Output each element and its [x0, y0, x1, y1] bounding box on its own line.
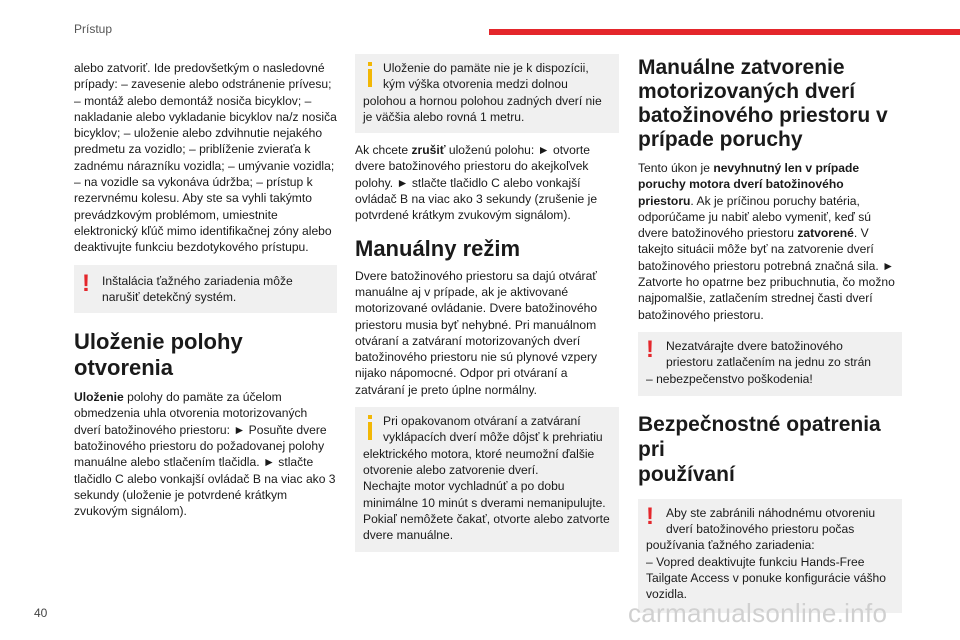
paragraph-manual-mode: Dvere batožinového priestoru sa dajú otvárať manuálne aj v prípade, ak je aktivované motorizované ovládanie. Dvere batožinového priestoru musia byť nehybné. Pri manuálnom otváraní a zatváraní motorizovaných dverí batožinového priestoru nie sú plynové vzpery nijako nápomocné. Odpor pri otváraní a zatváraní je preto úplne normálny. [355, 268, 598, 397]
warning-exclamation-icon: ! [82, 269, 90, 297]
heading-safety: Bezpečnostné opatrenia pri používaní [638, 412, 881, 486]
info-icon [365, 415, 375, 441]
header-accent-bar [489, 29, 960, 35]
column-1 [74, 58, 337, 520]
column-3 [638, 56, 902, 613]
paragraph-save-position: Uloženie polohy do pamäte za účelom obmedzenia uhla otvorenia motorizovaných dverí batožinového priestoru: ► Posuňte dvere batožinového priestoru do požadovanej polohy manuálne alebo stlačením tlačidla. ► stlačte tlačidlo C alebo vonkajší ovládač B na viac ako 3 sekundy (uloženie je potvrdené krátkym zvukovým signálom). [74, 390, 336, 519]
heading-save-position: Uloženie polohy otvorenia [74, 329, 243, 381]
warning-exclamation-icon: ! [646, 502, 654, 530]
info-note-overheating: Pri opakovanom otváraní a zatváraní vyklápacích dverí môže dôjsť k prehriatiu elektrického motora, ktoré neumožní ďalšie otvorenie alebo zatvorenie dverí. Nechajte motor vychladnúť a po dobu minimálne 10 minút s dverami nemanipulujte. Pokiaľ nemôžete čakať, otvorte alebo zatvorte dvere manuálne. [355, 407, 619, 552]
page-number: 40 [34, 606, 48, 620]
running-header: Prístup [74, 22, 113, 36]
paragraph-use-cases: alebo zatvoriť. Ide predovšetkým o nasledovné prípady: – zavesenie alebo odstránenie prívesu; – montáž alebo demontáž nosiča bicyklov; – nakladanie alebo vykladanie bicyklov na/z nosiča bicyklov; – uloženie alebo zdvihnutie nejakého predmetu za vozidlo; – priblíženie zvieraťa k zadnému nárazníku vozidla; – umývanie vozidla; – na vozidle sa vykonáva údržba; – prístup k rezervnému kolesu. Aby ste sa vyhli takýmto prevádzkovým problémom, umiestnite elektronický kľúč mimo identifikačnej zóny alebo deaktivujte funkciu bezdotykového prístupu. [74, 61, 337, 255]
warning-note-towbar-use: ! Aby ste zabránili náhodnému otvoreniu dverí batožinového priestoru počas používania ťažného zariadenia: – Vopred deaktivujte funkciu Hands-Free Tailgate Access v ponuke konfigurácie vášho vozidla. [638, 499, 902, 613]
watermark: carmanualsonline.info [628, 598, 888, 628]
warning-note-towbar: ! Inštalácia ťažného zariadenia môže narušiť detekčný systém. [74, 265, 337, 314]
info-icon [365, 62, 375, 88]
warning-exclamation-icon: ! [646, 335, 654, 363]
heading-manual-closing: Manuálne zatvorenie motorizovaných dverí batožinového priestoru v prípade poruchy [638, 56, 888, 151]
paragraph-malfunction: Tento úkon je nevyhnutný len v prípade poruchy motora dverí batožinového priestoru. Ak je príčinou poruchy batéria, odporúčame ju nabiť alebo vymeniť, keď sú dvere batožinového priestoru zatvorené. V takejto situácii môže byť na zatvorenie dverí batožinového priestoru potrebná značná sila. ► Zatvorte ho opatrne bez pribuchnutia, čo možno najpomalšie, zatlačením strednej časti dverí batožinového priestoru. [638, 161, 895, 322]
info-note-memory: Uloženie do pamäte nie je k dispozícii, kým výška otvorenia medzi dolnou polohou a hornou polohou zadných dverí nie je väčšia alebo rovná 1 metru. [355, 54, 619, 133]
paragraph-cancel-position: Ak chcete zrušiť uloženú polohu: ► otvorte dvere batožinového priestoru do akejkoľvek polohy. ► stlačte tlačidlo C alebo vonkajší ovládač B na viac ako 3 sekundy (zrušenie je potvrdené krátkym zvukovým signálom). [355, 143, 598, 223]
heading-manual-mode: Manuálny režim [355, 235, 521, 261]
warning-note-damage: ! Nezatvárajte dvere batožinového priestoru zatlačením na jednu zo strán – nebezpečenstvo poškodenia! [638, 332, 902, 396]
column-2 [355, 54, 619, 552]
